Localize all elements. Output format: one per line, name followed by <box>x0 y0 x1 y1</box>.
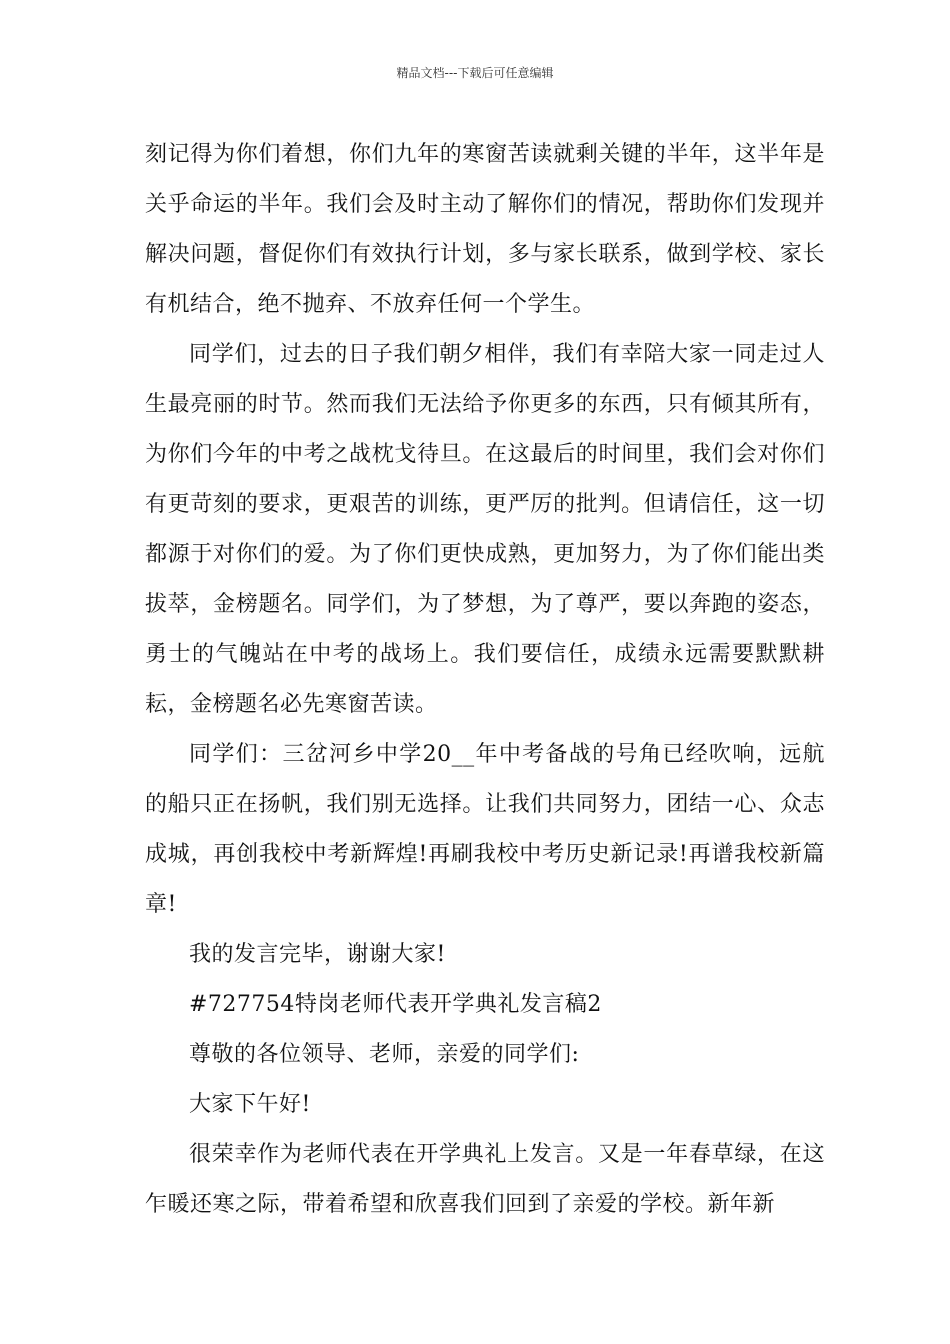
paragraph-4: 我的发言完毕，谢谢大家! <box>189 942 446 967</box>
greeting: 大家下午好! <box>189 1092 311 1117</box>
paragraph-3: 同学们：三岔河乡中学20__年中考备战的号角已经吹响，远航的船只正在扬帆，我们别无选择。让我们共同努力，团结一心、众志成城，再创我校中考新辉煌!再刷我校中考历史新记录!再谱我校新篇章! <box>145 742 825 917</box>
salutation: 尊敬的各位领导、老师，亲爱的同学们: <box>189 1042 580 1067</box>
section-heading: #727754特岗老师代表开学典礼发言稿2 <box>189 992 602 1017</box>
document-body <box>145 130 825 1230</box>
page-header: 精品文档---下载后可任意编辑 <box>396 66 554 80</box>
paragraph-1: 刻记得为你们着想，你们九年的寒窗苦读就剩关键的半年，这半年是关乎命运的半年。我们会及时主动了解你们的情况，帮助你们发现并解决问题，督促你们有效执行计划，多与家长联系，做到学校、家长有机结合，绝不抛弃、不放弃任何一个学生。 <box>145 142 825 317</box>
paragraph-2: 同学们，过去的日子我们朝夕相伴，我们有幸陪大家一同走过人生最亮丽的时节。然而我们无法给予你更多的东西，只有倾其所有，为你们今年的中考之战枕戈待旦。在这最后的时间里，我们会对你们有更苛刻的要求，更艰苦的训练，更严厉的批判。但请信任，这一切都源于对你们的爱。为了你们更快成熟，更加努力，为了你们能出类拔萃，金榜题名。同学们，为了梦想，为了尊严，要以奔跑的姿态，勇士的气魄站在中考的战场上。我们要信任，成绩永远需要默默耕耘，金榜题名必先寒窗苦读。 <box>145 342 825 717</box>
paragraph-5: 很荣幸作为老师代表在开学典礼上发言。又是一年春草绿，在这乍暖还寒之际，带着希望和欣喜我们回到了亲爱的学校。新年新 <box>145 1142 825 1217</box>
